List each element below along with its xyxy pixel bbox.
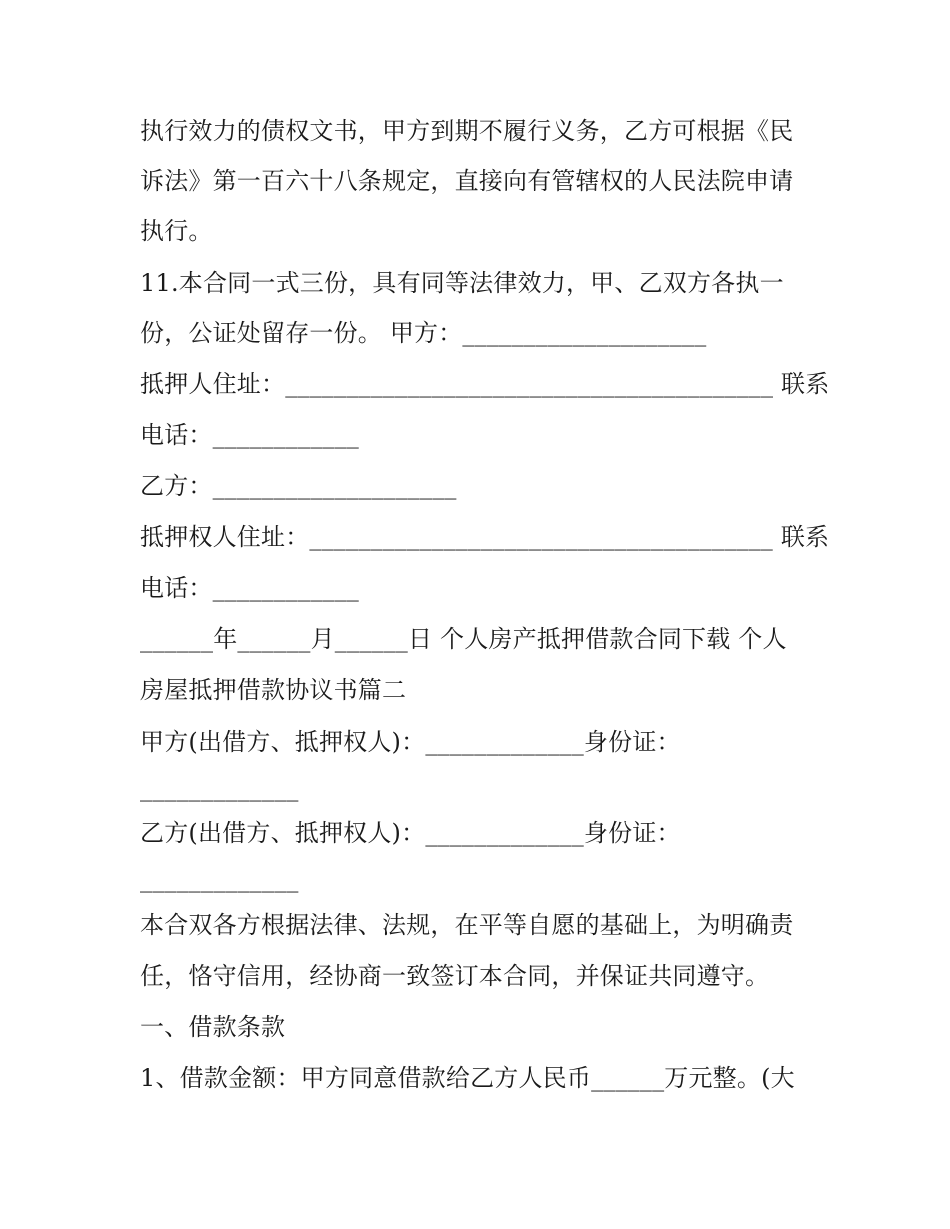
text-line: 本合双各方根据法律、法规，在平等自愿的基础上，为明确责 [140, 911, 794, 939]
text-line: 执行。 [140, 217, 213, 245]
text-line: 乙方(出借方、抵押权人)：_____________身份证： [140, 819, 681, 847]
text-line: 电话：____________ [140, 421, 359, 449]
text-line: 甲方(出借方、抵押权人)：_____________身份证： [140, 728, 681, 756]
text-line: 电话：____________ [140, 574, 359, 602]
text-line: 房屋抵押借款协议书篇二 [140, 676, 407, 704]
text-line: 乙方：____________________ [140, 472, 457, 500]
text-line: 1、借款金额：甲方同意借款给乙方人民币______万元整。(大 [140, 1064, 795, 1092]
text-line: 抵押人住址：________________________________________ 联系 [140, 370, 830, 398]
text-line: 11.本合同一式三份，具有同等法律效力，甲、乙双方各执一 [140, 269, 784, 297]
text-line: ______年______月______日 个人房产抵押借款合同下载 个人 [140, 625, 787, 653]
text-line: 份，公证处留存一份。 甲方：____________________ [140, 319, 707, 347]
text-line: 执行效力的债权文书，甲方到期不履行义务，乙方可根据《民 [140, 117, 794, 145]
text-line: 诉法》第一百六十八条规定，直接向有管辖权的人民法院申请 [140, 167, 794, 195]
text-line: 任，恪守信用，经协商一致签订本合同，并保证共同遵守。 [140, 962, 770, 990]
text-line: _____________ [140, 865, 299, 893]
text-line: 抵押权人住址：______________________________________ 联系 [140, 523, 830, 551]
section-heading: 一、借款条款 [140, 1013, 286, 1041]
text-line: _____________ [140, 774, 299, 802]
